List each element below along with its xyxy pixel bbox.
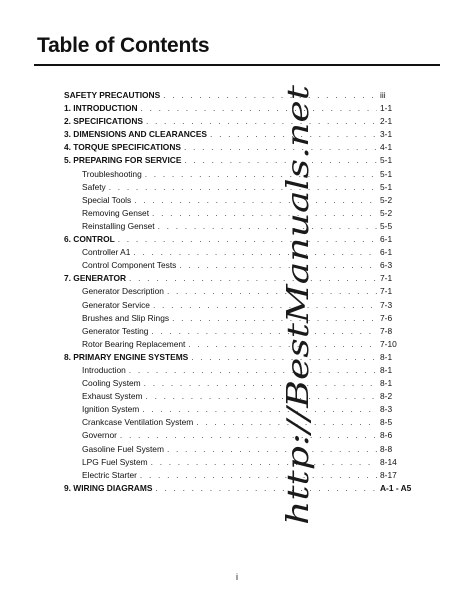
toc-entry-label: Safety bbox=[82, 181, 106, 192]
toc-entry-label: Removing Genset bbox=[82, 207, 150, 218]
toc-leader-dots bbox=[145, 168, 377, 181]
toc-section-entry bbox=[64, 89, 414, 102]
toc-entry-label: 8. PRIMARY ENGINE SYSTEMS bbox=[64, 351, 189, 362]
toc-entry-page: 5-1 bbox=[380, 168, 393, 179]
toc-entry-page: 7-1 bbox=[380, 286, 393, 297]
toc-entry-label: Electric Starter bbox=[82, 469, 137, 480]
page-number: i bbox=[236, 572, 238, 582]
toc-section-entry bbox=[64, 482, 414, 495]
toc-entry-page: 7-6 bbox=[380, 312, 393, 323]
toc-entry-label: Troubleshooting bbox=[82, 168, 142, 179]
toc-entry-label: Control Component Tests bbox=[82, 260, 177, 271]
toc-entry-label: Governor bbox=[82, 430, 117, 441]
toc-leader-dots bbox=[129, 364, 377, 377]
toc-entry-page: 7-8 bbox=[380, 325, 393, 336]
toc-entry-page: 8-17 bbox=[380, 469, 397, 480]
toc-entry-label: Ignition System bbox=[82, 404, 140, 415]
toc-entry-page: 4-1 bbox=[380, 142, 393, 153]
table-of-contents bbox=[64, 89, 414, 495]
title-rule bbox=[34, 64, 440, 66]
toc-subsection-entry bbox=[64, 456, 414, 469]
toc-section-entry bbox=[64, 115, 414, 128]
toc-entry-label: Controller A1 bbox=[82, 247, 131, 258]
toc-subsection-entry bbox=[64, 246, 414, 259]
toc-entry-label: 9. WIRING DIAGRAMS bbox=[64, 482, 153, 493]
toc-leader-dots bbox=[129, 272, 377, 285]
toc-leader-dots bbox=[140, 469, 377, 482]
toc-leader-dots bbox=[134, 194, 377, 207]
toc-leader-dots bbox=[120, 429, 377, 442]
toc-entry-label: Rotor Bearing Replacement bbox=[82, 338, 186, 349]
toc-leader-dots bbox=[155, 482, 377, 495]
toc-entry-label: 4. TORQUE SPECIFICATIONS bbox=[64, 142, 181, 153]
toc-leader-dots bbox=[152, 207, 377, 220]
toc-entry-page: iii bbox=[380, 90, 386, 100]
toc-entry-page: 6-1 bbox=[380, 234, 393, 245]
toc-entry-page: 8-1 bbox=[380, 364, 393, 375]
toc-entry-page: 5-2 bbox=[380, 207, 393, 218]
toc-entry-page: A-1 - A5 bbox=[380, 482, 412, 493]
toc-entry-page: 7-1 bbox=[380, 273, 393, 284]
toc-entry-page: 8-8 bbox=[380, 443, 393, 454]
toc-subsection-entry bbox=[64, 181, 414, 194]
watermark-text: http://BestManuals.net bbox=[281, 176, 316, 525]
toc-entry-page: 8-5 bbox=[380, 417, 393, 428]
toc-leader-dots bbox=[142, 403, 377, 416]
toc-entry-page: 5-1 bbox=[380, 155, 393, 166]
toc-entry-label: SAFETY PRECAUTIONS bbox=[64, 90, 161, 100]
toc-entry-label: 1. INTRODUCTION bbox=[64, 103, 138, 114]
toc-entry-page: 7-3 bbox=[380, 299, 393, 310]
page-title: Table of Contents bbox=[37, 34, 210, 57]
toc-entry-label: Exhaust System bbox=[82, 391, 143, 402]
toc-subsection-entry bbox=[64, 338, 414, 351]
toc-entry-label: Gasoline Fuel System bbox=[82, 443, 164, 454]
toc-entry-page: 8-1 bbox=[380, 351, 393, 362]
toc-subsection-entry bbox=[64, 429, 414, 442]
toc-entry-page: 8-14 bbox=[380, 456, 397, 467]
toc-entry-page: 5-1 bbox=[380, 181, 393, 192]
toc-entry-label: 7. GENERATOR bbox=[64, 273, 127, 284]
toc-section-entry bbox=[64, 102, 414, 115]
toc-entry-label: 2. SPECIFICATIONS bbox=[64, 116, 143, 127]
toc-subsection-entry bbox=[64, 312, 414, 325]
toc-leader-dots bbox=[118, 233, 377, 246]
toc-entry-label: Brushes and Slip Rings bbox=[82, 312, 170, 323]
toc-subsection-entry bbox=[64, 285, 414, 298]
toc-section-entry bbox=[64, 351, 414, 364]
toc-subsection-entry bbox=[64, 325, 414, 338]
toc-entry-page: 5-5 bbox=[380, 220, 393, 231]
toc-subsection-entry bbox=[64, 403, 414, 416]
toc-entry-page: 5-2 bbox=[380, 194, 393, 205]
toc-subsection-entry bbox=[64, 377, 414, 390]
toc-subsection-entry bbox=[64, 299, 414, 312]
toc-subsection-entry bbox=[64, 416, 414, 429]
toc-section-entry bbox=[64, 233, 414, 246]
toc-entry-page: 2-1 bbox=[380, 116, 393, 127]
toc-subsection-entry bbox=[64, 168, 414, 181]
toc-subsection-entry bbox=[64, 194, 414, 207]
toc-entry-label: LPG Fuel System bbox=[82, 456, 148, 467]
toc-entry-page: 3-1 bbox=[380, 129, 393, 140]
toc-leader-dots bbox=[151, 325, 377, 338]
toc-section-entry bbox=[64, 141, 414, 154]
toc-entry-label: 3. DIMENSIONS AND CLEARANCES bbox=[64, 129, 208, 140]
toc-subsection-entry bbox=[64, 443, 414, 456]
watermark bbox=[268, 80, 328, 530]
toc-entry-label: Introduction bbox=[82, 364, 126, 375]
toc-subsection-entry bbox=[64, 469, 414, 482]
toc-leader-dots bbox=[144, 377, 377, 390]
toc-leader-dots bbox=[146, 390, 377, 403]
toc-entry-page: 8-2 bbox=[380, 391, 393, 402]
toc-leader-dots bbox=[141, 102, 377, 115]
toc-entry-page: 6-3 bbox=[380, 260, 393, 271]
toc-entry-label: Crankcase Ventilation System bbox=[82, 417, 194, 428]
toc-entry-page: 8-3 bbox=[380, 404, 393, 415]
toc-leader-dots bbox=[109, 181, 377, 194]
toc-entry-label: Special Tools bbox=[82, 194, 132, 205]
toc-leader-dots bbox=[151, 456, 377, 469]
toc-section-entry bbox=[64, 154, 414, 167]
toc-section-entry bbox=[64, 272, 414, 285]
toc-entry-page: 1-1 bbox=[380, 103, 393, 114]
toc-leader-dots bbox=[133, 246, 377, 259]
toc-entry-page: 7-10 bbox=[380, 338, 397, 349]
toc-entry-page: 6-1 bbox=[380, 247, 393, 258]
toc-entry-label: Generator Description bbox=[82, 286, 164, 297]
toc-entry-page: 8-6 bbox=[380, 430, 393, 441]
toc-entry-label: 6. CONTROL bbox=[64, 234, 115, 245]
toc-subsection-entry bbox=[64, 259, 414, 272]
toc-entry-label: Reinstalling Genset bbox=[82, 220, 155, 231]
toc-entry-label: Cooling System bbox=[82, 378, 141, 389]
toc-subsection-entry bbox=[64, 207, 414, 220]
toc-subsection-entry bbox=[64, 364, 414, 377]
toc-subsection-entry bbox=[64, 390, 414, 403]
toc-leader-dots bbox=[146, 115, 377, 128]
toc-entry-label: Generator Testing bbox=[82, 325, 149, 336]
toc-entry-label: Generator Service bbox=[82, 299, 150, 310]
toc-entry-label: 5. PREPARING FOR SERVICE bbox=[64, 155, 182, 166]
toc-leader-dots bbox=[153, 299, 377, 312]
toc-entry-page: 8-1 bbox=[380, 378, 393, 389]
toc-subsection-entry bbox=[64, 220, 414, 233]
toc-section-entry bbox=[64, 128, 414, 141]
